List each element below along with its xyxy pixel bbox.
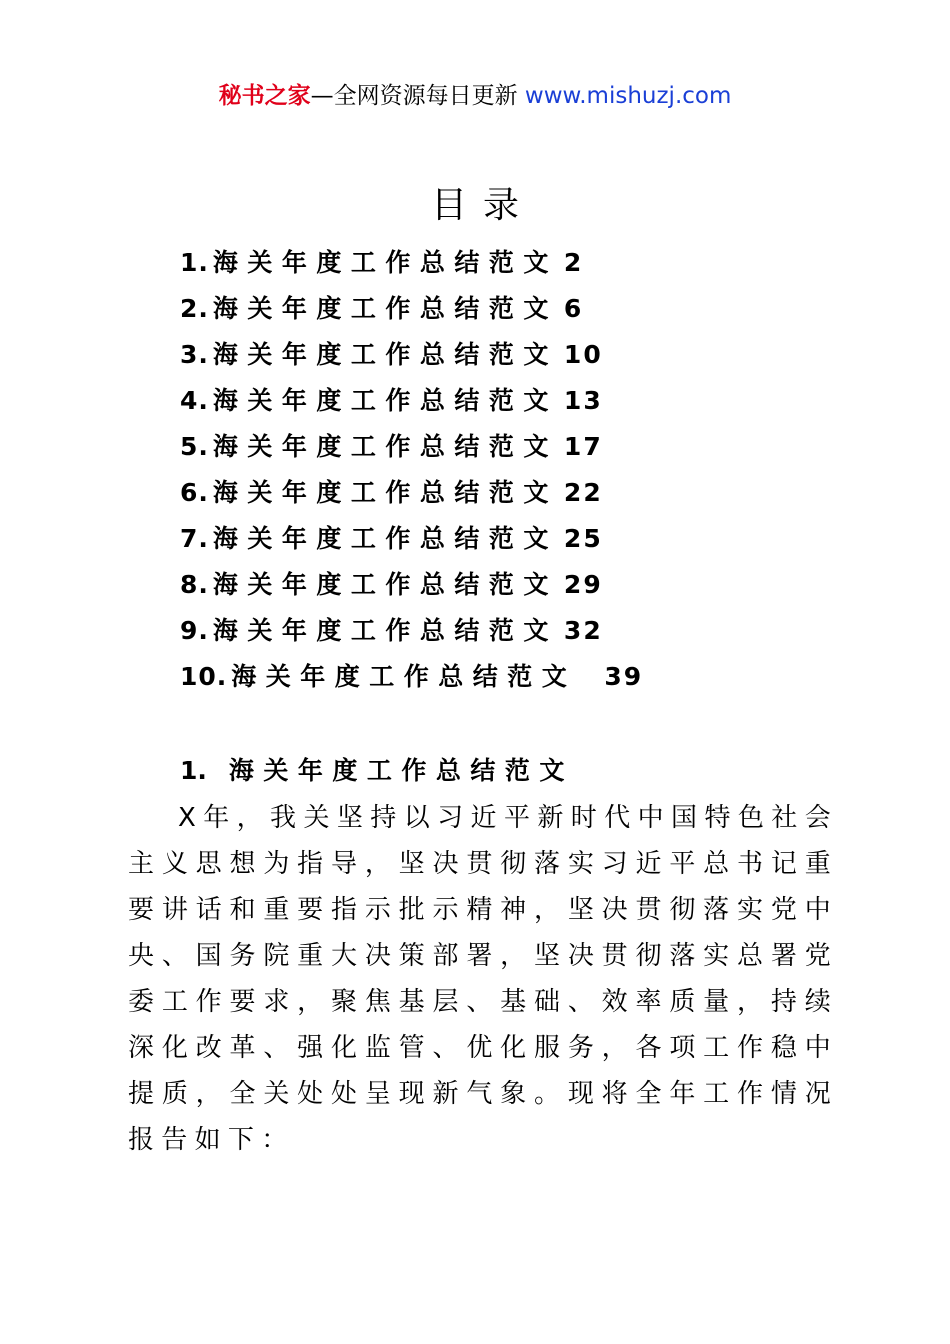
toc-entry-number: 4.: [180, 386, 209, 415]
toc-entry-title: 海关年度工作总结范文: [212, 248, 558, 277]
toc-entry-title: 海关年度工作总结范文: [212, 386, 558, 415]
toc-entry-page: 13: [563, 386, 603, 415]
toc-entry-title: 海关年度工作总结范文: [212, 294, 558, 323]
table-of-contents: [180, 240, 700, 700]
toc-entry-page: 22: [563, 478, 603, 507]
toc-entry[interactable]: [180, 654, 700, 700]
toc-entry[interactable]: [180, 378, 700, 424]
toc-entry[interactable]: [180, 332, 700, 378]
toc-entry-page: 2: [563, 248, 584, 277]
toc-entry-number: 10.: [180, 662, 228, 691]
toc-entry-page: 17: [563, 432, 603, 461]
toc-entry[interactable]: [180, 470, 700, 516]
brand-name: 秘书之家: [218, 83, 311, 109]
header-tagline: —全网资源每日更新: [310, 83, 518, 109]
toc-entry-page: 32: [563, 616, 603, 645]
toc-entry-number: 5.: [180, 432, 209, 461]
toc-entry[interactable]: [180, 516, 700, 562]
section-number: 1.: [180, 756, 207, 785]
toc-entry-page: 25: [563, 524, 603, 553]
toc-entry-page: 10: [563, 340, 603, 369]
toc-entry[interactable]: [180, 608, 700, 654]
toc-entry-page: 6: [563, 294, 584, 323]
toc-entry-title: 海关年度工作总结范文: [231, 662, 577, 691]
toc-entry[interactable]: [180, 240, 700, 286]
body-paragraph: X年，我关坚持以习近平新时代中国特色社会主义思想为指导，坚决贯彻落实习近平总书记重要讲话和重要指示批示精神，坚决贯彻落实党中央、国务院重大决策部署，坚决贯彻落实总署党委工作要求，聚焦基层、基础、效率质量，持续深化改革、强化监管、优化服务，各项工作稳中提质，全关处处呈现新气象。现将全年工作情况报告如下：: [128, 803, 838, 1155]
toc-entry-title: 海关年度工作总结范文: [212, 570, 558, 599]
toc-entry-page: 39: [604, 662, 644, 691]
toc-entry-number: 7.: [180, 524, 209, 553]
toc-entry-number: 9.: [180, 616, 209, 645]
toc-entry-page: 29: [563, 570, 603, 599]
toc-title: 目录: [430, 185, 535, 226]
toc-entry-title: 海关年度工作总结范文: [212, 432, 558, 461]
toc-entry-number: 2.: [180, 294, 209, 323]
toc-entry[interactable]: [180, 562, 700, 608]
section-heading: [180, 749, 574, 793]
website-link[interactable]: www.mishuzj.com: [524, 83, 732, 109]
toc-entry[interactable]: [180, 286, 700, 332]
section-title: 海关年度工作总结范文: [228, 756, 574, 785]
toc-entry-number: 8.: [180, 570, 209, 599]
toc-entry-title: 海关年度工作总结范文: [212, 616, 558, 645]
toc-entry-number: 3.: [180, 340, 209, 369]
toc-entry[interactable]: [180, 424, 700, 470]
toc-entry-title: 海关年度工作总结范文: [212, 524, 558, 553]
page-header: [0, 80, 950, 112]
toc-entry-number: 6.: [180, 478, 209, 507]
toc-entry-title: 海关年度工作总结范文: [212, 340, 558, 369]
toc-entry-title: 海关年度工作总结范文: [212, 478, 558, 507]
toc-entry-number: 1.: [180, 248, 209, 277]
